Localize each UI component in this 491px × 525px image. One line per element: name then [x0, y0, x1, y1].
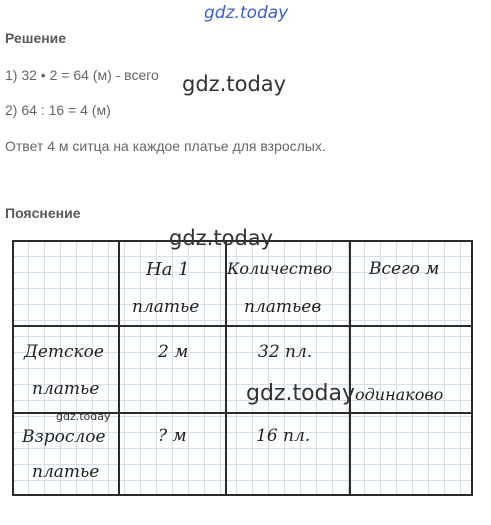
row1-count: 32 пл.: [258, 342, 313, 362]
row1-total: одинаково: [355, 385, 444, 404]
row1-label-line1: Детское: [24, 342, 104, 362]
table-border-bottom: [12, 494, 473, 496]
watermark-3: gdz.today: [246, 381, 356, 406]
row2-count: 16 пл.: [256, 426, 311, 446]
answer-text: Ответ 4 м ситца на каждое платье для взрослых.: [5, 138, 326, 154]
solution-step-1: 1) 32 • 2 = 64 (м) - всего: [5, 67, 159, 83]
header-total: Всего м: [369, 259, 440, 279]
header-count-line1: Количество: [227, 259, 333, 278]
row2-label-line2: платье: [32, 462, 100, 482]
watermark-2: gdz.today: [169, 226, 274, 250]
table-divider-row-1: [12, 325, 473, 327]
solution-heading: Решение: [5, 30, 67, 46]
solution-table: [12, 240, 473, 496]
table-divider-col-3: [349, 240, 351, 496]
header-per-dress-line2: платье: [132, 297, 200, 317]
watermark-4: gdz.today: [56, 410, 111, 423]
site-watermark-top: gdz.today: [204, 3, 289, 23]
table-divider-col-2: [225, 240, 227, 496]
row2-per-dress: ? м: [158, 426, 187, 446]
explanation-heading: Пояснение: [5, 205, 81, 221]
header-count-line2: платьев: [244, 297, 322, 317]
header-per-dress-line1: На 1: [146, 259, 190, 280]
watermark-1: gdz.today: [182, 72, 287, 96]
table-divider-col-1: [118, 240, 120, 496]
row2-label-line1: Взрослое: [22, 427, 106, 447]
solution-step-2: 2) 64 : 16 = 4 (м): [5, 102, 111, 118]
row1-per-dress: 2 м: [158, 342, 189, 362]
table-border-right: [471, 240, 473, 496]
row1-label-line2: платье: [32, 379, 100, 399]
table-border-left: [12, 240, 14, 496]
